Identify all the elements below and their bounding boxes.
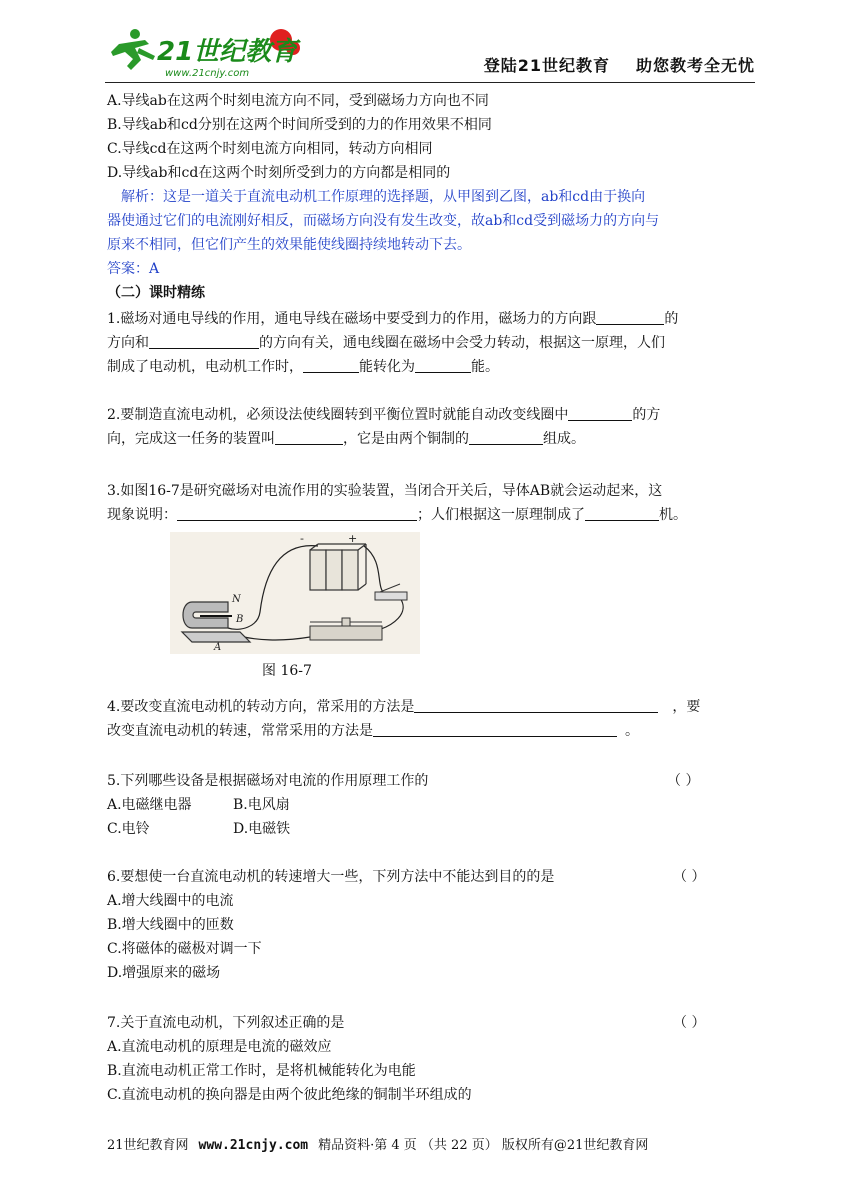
prev-option-d: D.导线ab和cd在这两个时刻所受到力的方向都是相同的 [107,165,451,181]
answer: 答案：A [107,261,160,277]
logo-text: 21世纪教育 [157,37,298,67]
section-title: （二）课时精练 [107,285,205,301]
q5-stem: 5.下列哪些设备是根据磁场对电流的作用原理工作的 [107,773,429,789]
q7-option-a: A.直流电动机的原理是电流的磁效应 [107,1039,332,1055]
q5-answer-paren[interactable]: （ ） [667,773,700,789]
logo-21cnjy [105,22,305,80]
q1-blank-4[interactable] [415,358,471,373]
q6-answer-paren[interactable]: （ ） [673,869,706,885]
q2-blank-2[interactable] [275,430,343,445]
analysis-line-1: 解析：这是一道关于直流电动机工作原理的选择题，从甲图到乙图，ab和cd由于换向 [121,189,646,205]
q3-blank-2[interactable] [585,506,659,521]
slogan-right: 助您教考全无忧 [635,56,755,75]
prev-option-c: C.导线cd在这两个时刻电流方向相同，转动方向相同 [107,141,433,157]
q2-line-1: 2.要制造直流电动机，必须设法使线圈转到平衡位置时就能自动改变线圈中 的方 [107,407,661,423]
q4-blank-1[interactable] [414,698,658,713]
footer-url[interactable]: www.21cnjy.com [198,1138,309,1153]
page-footer [107,1136,757,1156]
q2-line-2: 向，完成这一任务的装置叫 ，它是由两个铜制的 组成。 [107,431,585,447]
footer-info: 精品资料·第 4 页 （共 22 页） 版权所有@21世纪教育网 [318,1138,649,1153]
plus-label: + [348,532,358,545]
label-n: N [232,594,241,605]
q1-line-3: 制成了电动机，电动机工作时， 能转化为 能。 [107,359,499,375]
figure-16-7-apparatus [170,532,420,654]
analysis-line-2: 器使通过它们的电流刚好相反，而磁场方向没有发生改变，故ab和cd受到磁场力的方向与 [107,213,660,229]
label-b: B [236,614,244,625]
q1-line-1: 1.磁场对通电导线的作用，通电导线在磁场中要受到力的作用，磁场力的方向跟 的 [107,311,679,327]
q3-line-1: 3.如图16-7是研究磁场对电流作用的实验装置，当闭合开关后，导体AB就会运动起来，这 [107,483,663,499]
q7-option-b: B.直流电动机正常工作时，是将机械能转化为电能 [107,1063,416,1079]
prev-option-b: B.导线ab和cd分别在这两个时间所受到的力的作用效果不相同 [107,117,492,133]
q7-option-c: C.直流电动机的换向器是由两个彼此绝缘的铜制半环组成的 [107,1087,472,1103]
q1-blank-2[interactable] [149,334,259,349]
q5-options-row-2: C.电铃 D.电磁铁 [107,821,291,837]
figure-caption: 图 16-7 [262,663,312,679]
footer-site: 21世纪教育网 [107,1138,189,1153]
q4-line-1: 4.要改变直流电动机的转动方向，常采用的方法是 ，要 [107,699,701,715]
q6-option-a: A.增大线圈中的电流 [107,893,234,909]
q7-stem: 7.关于直流电动机，下列叙述正确的是 [107,1015,345,1031]
q4-blank-2[interactable] [373,722,617,737]
minus-label: - [300,532,304,545]
q1-line-2: 方向和 的方向有关，通电线圈在磁场中会受力转动，根据这一原理，人们 [107,335,665,351]
logo-url: www.21cnjy.com [165,68,250,79]
q1-blank-3[interactable] [303,358,359,373]
q5-options-row-1: A.电磁继电器 B.电风扇 [107,797,290,813]
q2-blank-3[interactable] [469,430,543,445]
q6-stem: 6.要想使一台直流电动机的转速增大一些，下列方法中不能达到目的的是 [107,869,555,885]
label-a: A [214,642,222,653]
q1-blank-1[interactable] [596,310,664,325]
q6-option-c: C.将磁体的磁极对调一下 [107,941,262,957]
analysis-line-3: 原来不相同，但它们产生的效果能使线圈持续地转动下去。 [107,237,471,253]
q3-blank-1[interactable] [177,506,417,521]
prev-option-a: A.导线ab在这两个时刻电流方向不同，受到磁场力方向也不同 [107,93,489,109]
q2-blank-1[interactable] [568,406,632,421]
page-header [105,22,755,83]
q6-option-b: B.增大线圈中的匝数 [107,917,234,933]
slogan-left: 登陆21世纪教育 [483,56,610,75]
q4-line-2: 改变直流电动机的转速，常常采用的方法是 。 [107,723,639,739]
q7-answer-paren[interactable]: （ ） [673,1015,706,1031]
q6-option-d: D.增强原来的磁场 [107,965,221,981]
header-slogan [484,53,755,76]
q3-line-2: 现象说明： ；人们根据这一原理制成了 机。 [107,507,687,523]
